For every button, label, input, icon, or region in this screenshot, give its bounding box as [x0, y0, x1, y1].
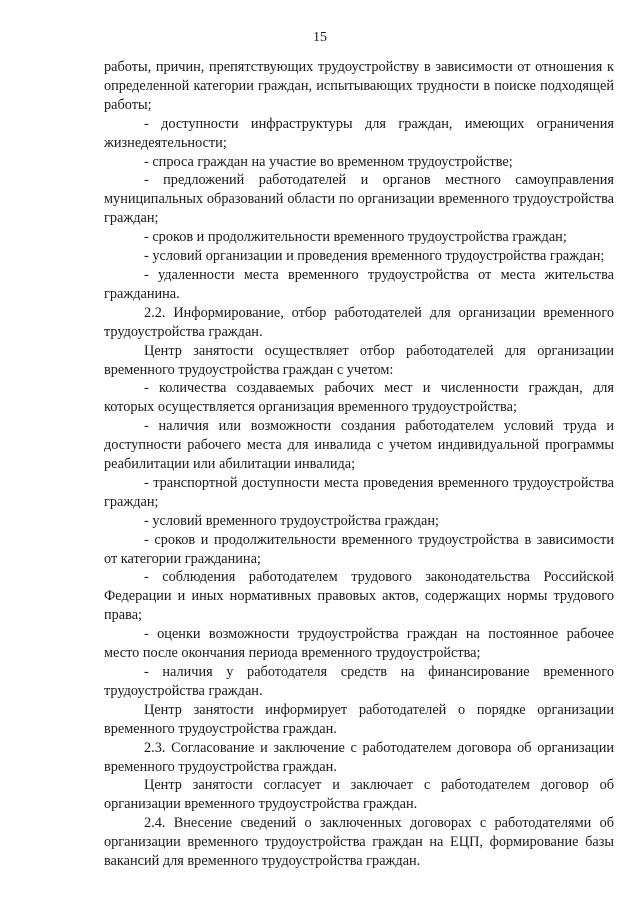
paragraph: - доступности инфраструктуры для граждан, имеющих ограничения жизнедеятельности;	[104, 115, 614, 151]
paragraph: - транспортной доступности места проведения временного трудоустройства граждан;	[104, 474, 614, 510]
paragraph: - условий организации и проведения временного трудоустройства граждан;	[144, 248, 605, 265]
paragraph: - соблюдения работодателем трудового законодательства Российской Федерации и иных нормативных правовых актов, содержащих нормы трудового права;	[104, 569, 614, 624]
paragraph: Центр занятости осуществляет отбор работодателей для организации временного трудоустройства граждан с учетом:	[104, 342, 614, 378]
paragraph: - условий временного трудоустройства граждан;	[144, 512, 439, 529]
page-number: 15	[313, 30, 327, 45]
section-heading: 2.2. Информирование, отбор работодателей для организации временного трудоустройства граждан.	[104, 304, 614, 340]
paragraph: Центр занятости согласует и заключает с работодателем договор об организации временного трудоустройства граждан.	[104, 777, 614, 813]
paragraph: - сроков и продолжительности временного трудоустройства граждан;	[144, 229, 567, 246]
section-heading: 2.4. Внесение сведений о заключенных договорах с работодателями об организации временного трудоустройства граждан на ЕЦП, формирование базы вакансий для временного трудоустройства граждан.	[104, 815, 614, 870]
paragraph: - наличия у работодателя средств на финансирование временного трудоустройства граждан.	[104, 664, 614, 699]
paragraph: - спроса граждан на участие во временном трудоустройстве;	[144, 153, 513, 170]
section-heading: 2.3. Согласование и заключение с работодателем договора об организации временного трудоустройства граждан.	[104, 739, 614, 775]
paragraph: - предложений работодателей и органов местного самоуправления муниципальных образований области по организации временного трудоустройства граждан;	[104, 172, 614, 227]
paragraph: - удаленности места временного трудоустройства от места жительства гражданина.	[104, 266, 614, 302]
paragraph: - количества создаваемых рабочих мест и численности граждан, для которых осуществляется организация временного трудоустройства;	[104, 380, 614, 416]
paragraph: - сроков и продолжительности временного трудоустройства в зависимости от категории гражданина;	[104, 531, 614, 567]
paragraph: работы, причин, препятствующих трудоустройству в зависимости от отношения к определенной категории граждан, испытывающих трудности в поиске подходящей работы;	[104, 59, 614, 113]
paragraph: - оценки возможности трудоустройства граждан на постоянное рабочее место после окончания периода временного трудоустройства;	[104, 626, 614, 662]
paragraph: Центр занятости информирует работодателей о порядке организации временного трудоустройства граждан.	[104, 701, 614, 737]
document-body	[104, 58, 614, 871]
paragraph: - наличия или возможности создания работодателем условий труда и доступности рабочего места для инвалида с учетом индивидуальной программы реабилитации или абилитации инвалида;	[104, 418, 614, 473]
